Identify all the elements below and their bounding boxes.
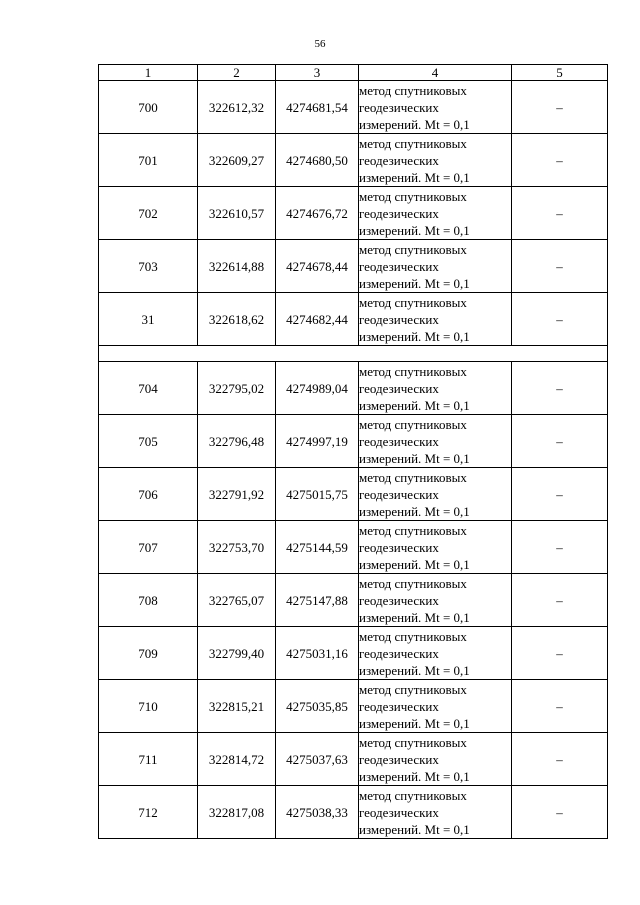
method-line: измерений. Mt = 0,1 — [359, 662, 470, 678]
note-dash: – — [512, 627, 608, 680]
coordinate-y: 4274989,04 — [276, 362, 359, 415]
coordinate-y: 4275035,85 — [276, 680, 359, 733]
point-number: 705 — [99, 415, 198, 468]
method-line: измерений. Mt = 0,1 — [359, 116, 470, 132]
table-row — [99, 627, 608, 680]
method-line: геодезических — [359, 645, 439, 661]
method-description — [359, 134, 512, 187]
coordinate-y: 4275147,88 — [276, 574, 359, 627]
column-header: 3 — [276, 65, 359, 81]
method-description — [359, 187, 512, 240]
point-number: 702 — [99, 187, 198, 240]
method-description — [359, 240, 512, 293]
coordinate-x: 322610,57 — [198, 187, 276, 240]
method-line: метод спутниковых — [359, 681, 467, 697]
section-separator-row — [99, 346, 608, 362]
method-description — [359, 733, 512, 786]
coordinate-x: 322795,02 — [198, 362, 276, 415]
table-row — [99, 468, 608, 521]
coordinate-x: 322765,07 — [198, 574, 276, 627]
coordinate-x: 322817,08 — [198, 786, 276, 839]
method-description — [359, 680, 512, 733]
method-line: геодезических — [359, 380, 439, 396]
coordinate-x: 322612,32 — [198, 81, 276, 134]
table-row — [99, 574, 608, 627]
point-number: 709 — [99, 627, 198, 680]
column-header: 4 — [359, 65, 512, 81]
method-line: геодезических — [359, 311, 439, 327]
coordinate-x: 322814,72 — [198, 733, 276, 786]
method-description — [359, 293, 512, 346]
note-dash: – — [512, 187, 608, 240]
point-number: 31 — [99, 293, 198, 346]
coordinate-y: 4275015,75 — [276, 468, 359, 521]
column-header: 2 — [198, 65, 276, 81]
method-line: измерений. Mt = 0,1 — [359, 821, 470, 837]
point-number: 700 — [99, 81, 198, 134]
table-row — [99, 362, 608, 415]
point-number: 706 — [99, 468, 198, 521]
method-line: геодезических — [359, 698, 439, 714]
method-line: измерений. Mt = 0,1 — [359, 169, 470, 185]
point-number: 707 — [99, 521, 198, 574]
method-line: измерений. Mt = 0,1 — [359, 609, 470, 625]
method-line: геодезических — [359, 205, 439, 221]
method-line: геодезических — [359, 592, 439, 608]
point-number: 704 — [99, 362, 198, 415]
column-header: 1 — [99, 65, 198, 81]
method-line: метод спутниковых — [359, 787, 467, 803]
note-dash: – — [512, 574, 608, 627]
note-dash: – — [512, 468, 608, 521]
coordinate-y: 4275038,33 — [276, 786, 359, 839]
method-line: измерений. Mt = 0,1 — [359, 397, 470, 413]
method-description — [359, 81, 512, 134]
method-description — [359, 574, 512, 627]
method-description — [359, 362, 512, 415]
method-line: метод спутниковых — [359, 469, 467, 485]
coordinate-x: 322815,21 — [198, 680, 276, 733]
table-row — [99, 293, 608, 346]
method-line: геодезических — [359, 486, 439, 502]
method-line: измерений. Mt = 0,1 — [359, 715, 470, 731]
coordinate-y: 4275031,16 — [276, 627, 359, 680]
method-line: метод спутниковых — [359, 188, 467, 204]
method-line: геодезических — [359, 99, 439, 115]
coordinate-y: 4275144,59 — [276, 521, 359, 574]
note-dash: – — [512, 362, 608, 415]
method-line: метод спутниковых — [359, 135, 467, 151]
method-line: метод спутниковых — [359, 416, 467, 432]
coordinate-y: 4274682,44 — [276, 293, 359, 346]
method-description — [359, 468, 512, 521]
point-number: 703 — [99, 240, 198, 293]
method-line: измерений. Mt = 0,1 — [359, 768, 470, 784]
method-line: метод спутниковых — [359, 628, 467, 644]
table-row — [99, 415, 608, 468]
method-line: измерений. Mt = 0,1 — [359, 556, 470, 572]
table-header-row — [99, 65, 608, 81]
note-dash: – — [512, 81, 608, 134]
table-row — [99, 81, 608, 134]
method-description — [359, 521, 512, 574]
note-dash: – — [512, 680, 608, 733]
table-row — [99, 187, 608, 240]
separator-cell — [99, 346, 608, 362]
coordinate-x: 322791,92 — [198, 468, 276, 521]
table-row — [99, 521, 608, 574]
point-number: 710 — [99, 680, 198, 733]
method-line: измерений. Mt = 0,1 — [359, 222, 470, 238]
note-dash: – — [512, 415, 608, 468]
method-line: измерений. Mt = 0,1 — [359, 328, 470, 344]
method-description — [359, 415, 512, 468]
method-line: геодезических — [359, 804, 439, 820]
method-line: метод спутниковых — [359, 82, 467, 98]
note-dash: – — [512, 134, 608, 187]
method-line: метод спутниковых — [359, 522, 467, 538]
coordinate-x: 322618,62 — [198, 293, 276, 346]
method-description — [359, 786, 512, 839]
method-line: геодезических — [359, 258, 439, 274]
coordinate-y: 4274997,19 — [276, 415, 359, 468]
table-row — [99, 733, 608, 786]
method-line: геодезических — [359, 751, 439, 767]
point-number: 701 — [99, 134, 198, 187]
method-line: геодезических — [359, 539, 439, 555]
method-description — [359, 627, 512, 680]
method-line: метод спутниковых — [359, 575, 467, 591]
method-line: измерений. Mt = 0,1 — [359, 275, 470, 291]
coordinate-x: 322609,27 — [198, 134, 276, 187]
point-number: 711 — [99, 733, 198, 786]
page-number: 56 — [314, 38, 326, 50]
method-line: метод спутниковых — [359, 294, 467, 310]
coordinate-y: 4274676,72 — [276, 187, 359, 240]
note-dash: – — [512, 240, 608, 293]
method-line: измерений. Mt = 0,1 — [359, 450, 470, 466]
table-row — [99, 786, 608, 839]
point-number: 712 — [99, 786, 198, 839]
coordinate-y: 4274680,50 — [276, 134, 359, 187]
note-dash: – — [512, 733, 608, 786]
column-header: 5 — [512, 65, 608, 81]
coordinate-x: 322796,48 — [198, 415, 276, 468]
method-line: геодезических — [359, 433, 439, 449]
method-line: измерений. Mt = 0,1 — [359, 503, 470, 519]
coordinate-y: 4274681,54 — [276, 81, 359, 134]
coordinate-x: 322753,70 — [198, 521, 276, 574]
coordinates-table — [98, 64, 608, 839]
coordinate-x: 322614,88 — [198, 240, 276, 293]
note-dash: – — [512, 786, 608, 839]
coordinate-y: 4275037,63 — [276, 733, 359, 786]
coordinate-x: 322799,40 — [198, 627, 276, 680]
table-row — [99, 680, 608, 733]
method-line: метод спутниковых — [359, 363, 467, 379]
method-line: метод спутниковых — [359, 241, 467, 257]
coordinate-y: 4274678,44 — [276, 240, 359, 293]
table-row — [99, 134, 608, 187]
note-dash: – — [512, 293, 608, 346]
note-dash: – — [512, 521, 608, 574]
method-line: метод спутниковых — [359, 734, 467, 750]
method-line: геодезических — [359, 152, 439, 168]
table-row — [99, 240, 608, 293]
point-number: 708 — [99, 574, 198, 627]
